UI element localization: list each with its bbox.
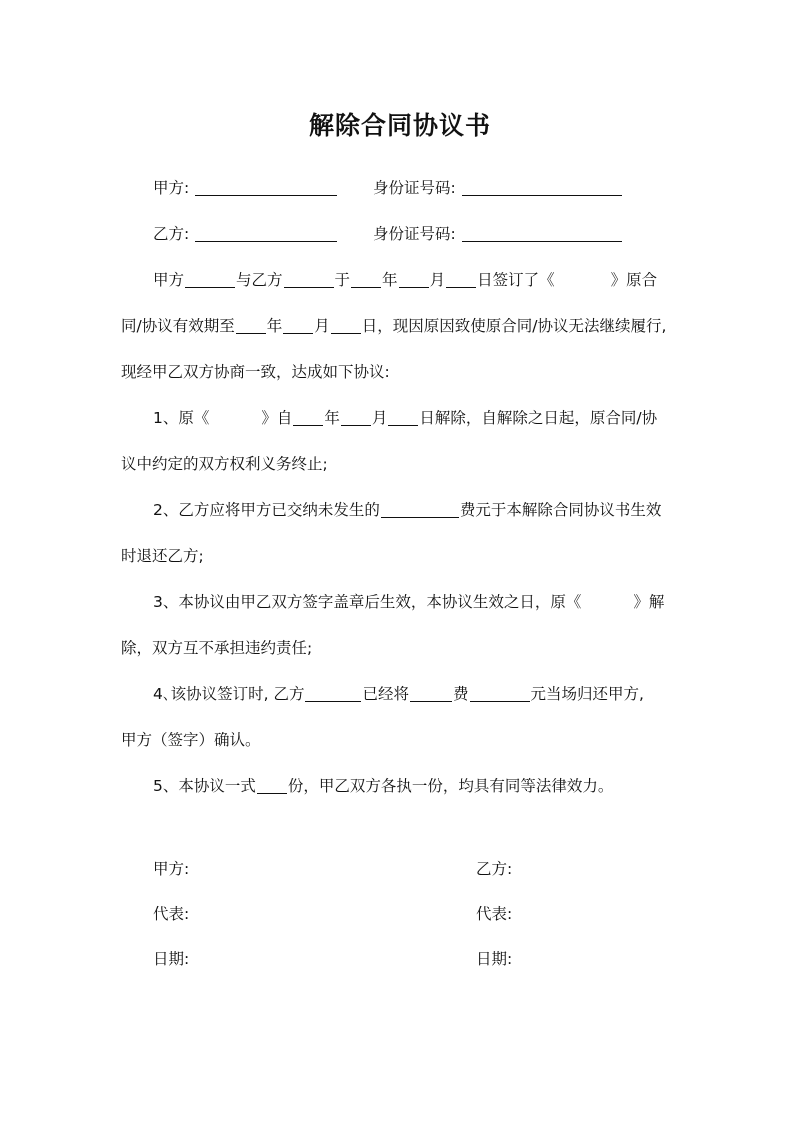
clause-text: 已经将 [362,685,409,703]
intro-text: 》原合 [610,271,658,289]
clause-2-line-2 [121,546,681,566]
party-b-id-label: 身份证号码: [373,225,456,243]
clause-text: 5、本协议一式 [153,777,256,795]
party-a-blank[interactable] [185,272,235,288]
intro-text: 于 [334,271,351,289]
party-b-row [153,224,456,244]
expiry-month-blank[interactable] [283,318,313,334]
clause-3-line-2 [121,638,681,658]
clause-text: 议中约定的双方权利义务终止; [121,455,328,473]
intro-text: 月 [314,317,330,335]
intro-text: 同/协议有效期至 [121,317,235,335]
clause-4-line-2 [121,730,681,750]
clause-1-line-1 [153,408,681,428]
clause-text: 份，甲乙双方各执一份，均具有同等法律效力。 [287,777,614,795]
party-b-id-field[interactable] [462,226,622,242]
expiry-day-blank[interactable] [331,318,361,334]
termination-year-blank[interactable] [293,410,323,426]
clause-text: 时退还乙方; [121,547,204,565]
clause-text: 1、原《 [153,409,210,427]
intro-line-3 [121,362,681,382]
intro-text: 现经甲乙双方协商一致，达成如下协议: [121,363,390,381]
clause-text: 3、本协议由甲乙双方签字盖章后生效，本协议生效之日，原《 [153,593,582,611]
intro-line-1 [153,270,681,290]
intro-text: 日签订了《 [477,271,555,289]
clause-text: 》解 [633,593,665,611]
copies-blank[interactable] [257,778,287,794]
clause-text: 甲方（签字）确认。 [121,731,261,749]
intro-text: 与乙方 [236,271,283,289]
party-a-name-field[interactable] [195,180,337,196]
party-a-row [153,178,456,198]
party-b-name-field[interactable] [195,226,337,242]
intro-text: 月 [429,271,446,289]
party-a-id-group [373,178,623,198]
intro-text: 年 [382,271,398,289]
clause-text: 2、乙方应将甲方已交纳未发生的 [153,501,380,519]
clause-4-line-1 [153,684,681,704]
termination-month-blank[interactable] [341,410,371,426]
party-b-blank[interactable] [284,272,334,288]
amount-blank[interactable] [470,686,530,702]
sign-month-blank[interactable] [399,272,429,288]
intro-text: 年 [266,317,283,335]
intro-text: 甲方 [153,271,185,289]
intro-text: 日，现因原因致使原合同/协议无法继续履行, [361,317,667,335]
clause-1-line-2 [121,454,681,474]
fee-type-blank[interactable] [410,686,452,702]
party-a-label: 甲方: [153,179,190,197]
party-b-id-group [373,224,623,244]
clause-text: 日解除，自解除之日起，原合同/协 [419,409,658,427]
clause-text: 》自 [261,409,293,427]
clause-text: 月 [371,409,388,427]
signature-party-b: 乙方: [476,860,513,878]
expiry-year-blank[interactable] [236,318,266,334]
clause-3-line-1 [153,592,681,612]
party-a-id-label: 身份证号码: [373,179,456,197]
signature-date-b: 日期: [476,950,513,968]
clause-5-line-1 [153,776,681,796]
clause-text: 除，双方互不承担违约责任; [121,639,313,657]
clause-text: 元当场归还甲方, [530,685,644,703]
signature-rep-a: 代表: [153,905,190,923]
signature-party-a: 甲方: [153,860,190,878]
sign-year-blank[interactable] [351,272,381,288]
intro-line-2 [121,316,681,336]
signature-rep-b: 代表: [476,905,513,923]
clause-text: 费 [452,685,469,703]
fee-blank[interactable] [381,502,459,518]
sign-day-blank[interactable] [446,272,476,288]
document-title: 解除合同协议书 [308,111,491,140]
party-b-label: 乙方: [153,225,190,243]
party-b-blank[interactable] [305,686,361,702]
termination-day-blank[interactable] [388,410,418,426]
clause-text: 费元于本解除合同协议书生效 [459,501,662,519]
party-a-id-field[interactable] [462,180,622,196]
clause-text: 年 [324,409,340,427]
signature-date-a: 日期: [153,950,190,968]
clause-2-line-1 [153,500,681,520]
clause-text: 4､该协议签订时, 乙方 [153,685,305,703]
